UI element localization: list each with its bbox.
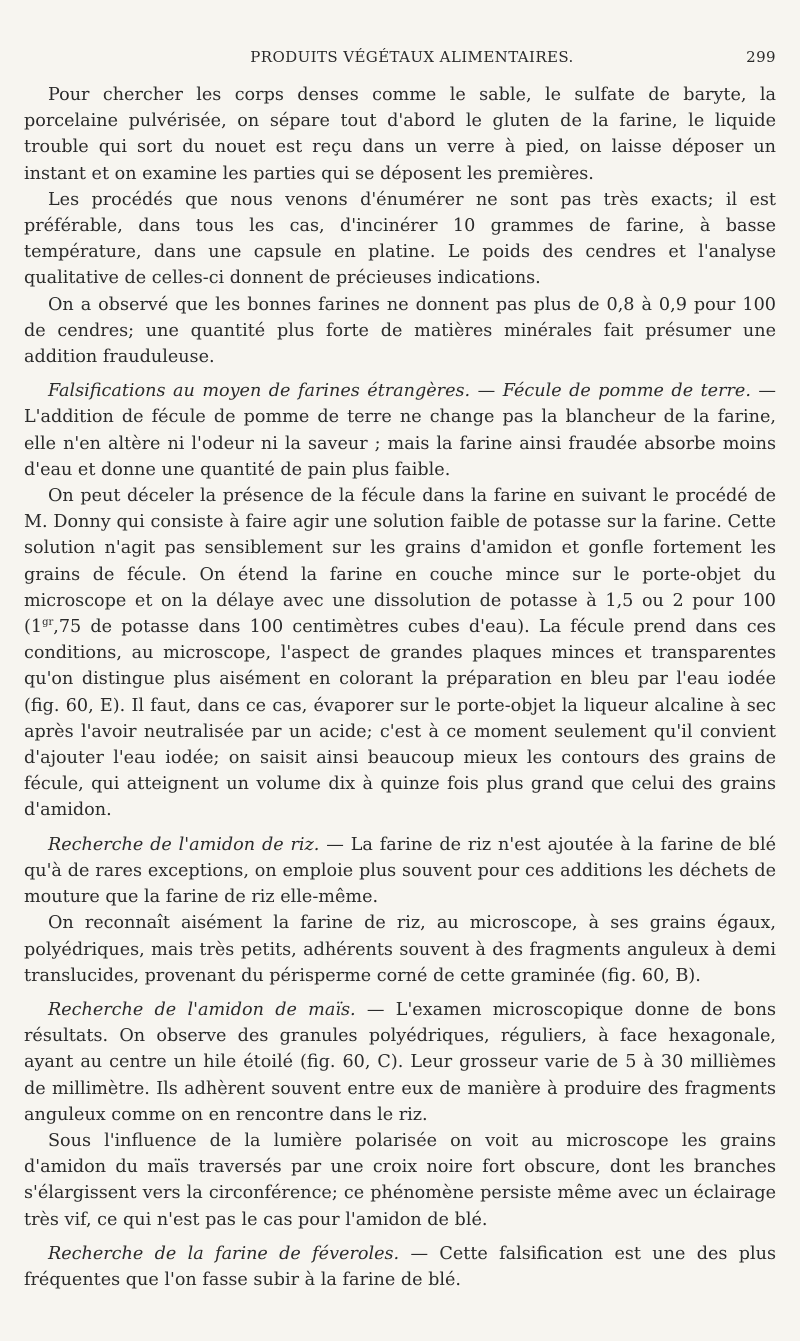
- paragraph-text: — L'addition de fécule de pomme de terre ne change pas la blancheur de la farine, elle n'en altère ni l'odeur ni la saveur ; mais la farine ainsi fraudée absorbe moins d'eau et donne une quantité de pain plus faible.: [24, 381, 777, 480]
- section-title: Falsifications au moyen de farines étrangères.: [48, 381, 471, 402]
- title-dash: —: [470, 381, 503, 402]
- paragraph-corps-denses: [24, 82, 776, 187]
- paragraph-text: Pour chercher les corps denses comme le sable, le sulfate de baryte, la porcelaine pulvérisée, on sépare tout d'abord le gluten de la farine, le liquide trouble qui sort du nouet est reçu dans un verre à pied, on laisse déposer un instant et on examine les parties qui se déposent les premières.: [24, 85, 776, 184]
- section-title: Recherche de la farine de féveroles.: [48, 1243, 400, 1264]
- section-fecule-pomme-de-terre: [24, 378, 776, 483]
- section-title: Recherche de l'amidon de maïs.: [48, 999, 356, 1020]
- section-amidon-de-riz: [24, 832, 776, 911]
- gram-abbreviation: gr: [42, 617, 54, 629]
- paragraph-lumiere-polarisee: [24, 1128, 776, 1233]
- paragraph-text: — La farine de riz n'est ajoutée à la farine de blé qu'à de rares exceptions, on emploie plus souvent pour ces additions les déchets de mouture que la farine de riz elle-même.: [24, 834, 776, 908]
- section-title: Recherche de l'amidon de riz.: [48, 834, 320, 855]
- paragraph-farine-de-riz: [24, 910, 776, 989]
- page-number: 299: [746, 48, 776, 66]
- page-header: [48, 48, 776, 72]
- page-body: [24, 82, 776, 1293]
- paragraph-cendres: [24, 292, 776, 371]
- paragraph-text: On a observé que les bonnes farines ne donnent pas plus de 0,8 à 0,9 pour 100 de cendres; une quantité plus forte de matières minérales fait présumer une addition frauduleuse.: [24, 294, 776, 368]
- paragraph-text: ,75 de potasse dans 100 centimètres cubes d'eau). La fécule prend dans ces conditions, au microscope, l'aspect de grandes plaques minces et transparentes qu'on distingue plus aisément en colorant la préparation en bleu par l'eau iodée (fig. 60, E). Il faut, dans ce cas, évaporer sur le porte-objet la liqueur alcaline à sec après l'avoir neutralisée par un acide; c'est à ce moment seulement qu'il convient d'ajouter l'eau iodée; on saisit ainsi beaucoup mieux les contours des grains de fécule, qui atteignent un volume dix à quinze fois plus grand que celui des grains d'amidon.: [24, 617, 776, 821]
- paragraph-incineration: [24, 187, 776, 292]
- section-amidon-de-mais: [24, 997, 776, 1128]
- section-subtitle: Fécule de pomme de terre.: [502, 381, 751, 402]
- paragraph-text: On reconnaît aisément la farine de riz, au microscope, à ses grains égaux, polyédriques, mais très petits, adhérents souvent à des fragments anguleux à demi translucides, provenant du périsperme corné de cette graminée (fig. 60, B).: [24, 913, 776, 986]
- section-farine-de-feveroles: [24, 1241, 776, 1293]
- paragraph-text: Les procédés que nous venons d'énumérer ne sont pas très exacts; il est préférable, dans tous les cas, d'incinérer 10 grammes de farine, à basse température, dans une capsule en platine. Le poids des cendres et l'analyse qualitative de celles-ci donnent de précieuses indications.: [24, 189, 776, 289]
- paragraph-text: Sous l'influence de la lumière polarisée on voit au microscope les grains d'amidon du maïs traversés par une croix noire fort obscure, dont les branches s'élargissent vers la circonférence; ce phénomène persiste même avec un éclairage très vif, ce qui n'est pas le cas pour l'amidon de blé.: [24, 1130, 776, 1230]
- paragraph-text: On peut déceler la présence de la fécule dans la farine en suivant le procédé de M. Donny qui consiste à faire agir une solution faible de potasse sur la farine. Cette solution n'agit pas sensiblement sur les grains d'amidon et gonfle fortement les grains de fécule. On étend la farine en couche mince sur le porte-objet du microscope et on la délaye avec une dissolution de potasse à 1,5 ou 2 pour 100 (1: [24, 486, 776, 638]
- paragraph-text: — L'examen microscopique donne de bons résultats. On observe des granules polyédriques, réguliers, à face hexagonale, ayant au centre un hile étoilé (fig. 60, C). Leur grosseur varie de 5 à 30 millièmes de millimètre. Ils adhèrent souvent entre eux de manière à produire des fragments anguleux comme on en rencontre dans le riz.: [24, 999, 776, 1125]
- running-title: PRODUITS VÉGÉTAUX ALIMENTAIRES.: [250, 48, 574, 66]
- paragraph-text: — Cette falsification est une des plus fréquentes que l'on fasse subir à la farine de blé.: [24, 1243, 776, 1290]
- paragraph-procede-donny: [24, 483, 776, 824]
